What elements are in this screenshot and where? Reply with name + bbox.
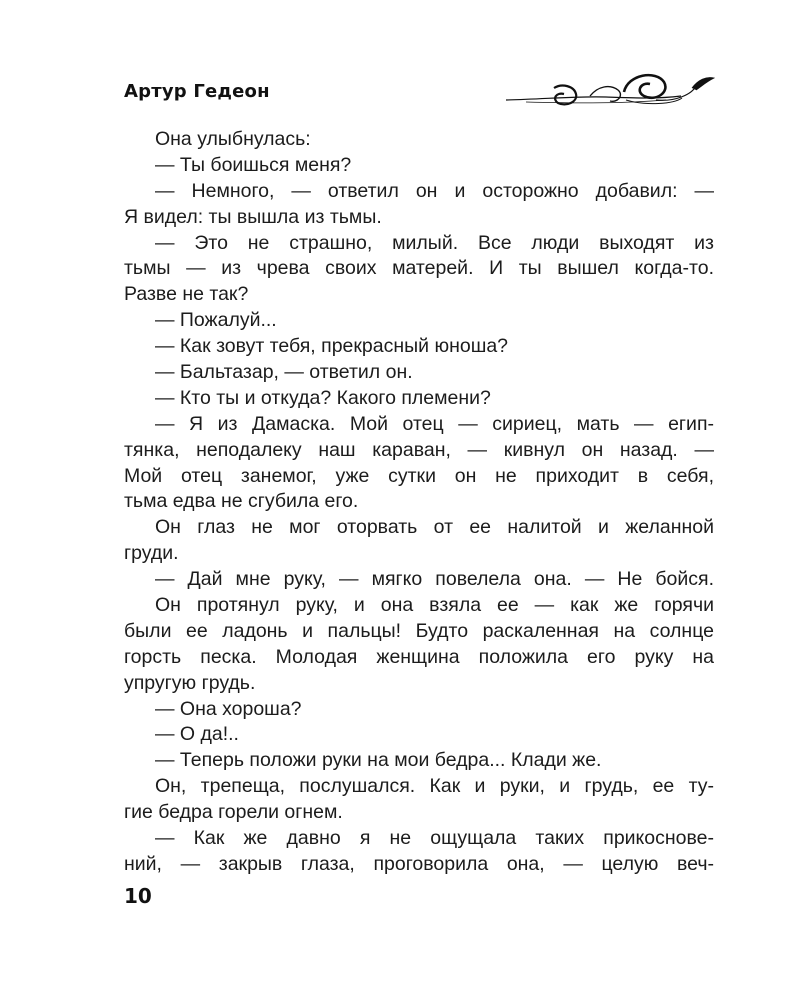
text-line: — О да!..	[155, 723, 239, 746]
text-line: — Бальтазар, — ответил он.	[155, 361, 413, 384]
text-line: груди.	[124, 542, 179, 565]
text-line: — Я из Дамаска. Мой отец — сириец, мать — егип-	[155, 412, 714, 435]
text-line: тянка, неподалеку наш караван, — кивнул он назад. —	[124, 438, 714, 461]
text-line: — Она хороша?	[155, 697, 302, 720]
text-line: были ее ладонь и пальцы! Будто раскаленная на солнце	[124, 619, 714, 642]
text-line: Разве не так?	[124, 283, 249, 306]
text-line: — Ты боишься меня?	[155, 153, 352, 176]
text-line: гие бедра горели огнем.	[124, 801, 343, 824]
text-line: Мой отец занемог, уже сутки он не приходит в себя,	[124, 464, 714, 487]
text-line: — Дай мне руку, — мягко повелела она. — Не бойся.	[155, 568, 714, 591]
text-line: — Кто ты и откуда? Какого племени?	[155, 386, 491, 409]
text-line: — Как же давно я не ощущала таких прикоснове-	[155, 827, 714, 850]
text-line: — Теперь положи руки на мои бедра... Клади же.	[155, 749, 602, 772]
text-line: тьмы — из чрева своих матерей. И ты вышел когда-то.	[124, 257, 714, 280]
text-line: Он глаз не мог оторвать от ее налитой и желанной	[155, 516, 714, 539]
page-number: 10	[124, 884, 152, 908]
text-line: упругую грудь.	[124, 671, 256, 694]
text-line: Я видел: ты вышла из тьмы.	[124, 205, 382, 228]
text-line: Он протянул руку, и она взяла ее — как же горячи	[155, 594, 714, 617]
text-line: — Пожалуй...	[155, 309, 277, 332]
text-line: Он, трепеща, послушался. Как и руки, и грудь, ее ту-	[155, 775, 714, 798]
author-name: Артур Гедеон	[124, 81, 270, 102]
flourish-ornament-icon	[506, 66, 718, 110]
text-line: Она улыбнулась:	[155, 128, 311, 150]
body-text	[124, 127, 714, 878]
text-line: тьма едва не сгубила его.	[124, 490, 359, 513]
running-header	[124, 80, 724, 110]
text-line: — Немного, — ответил он и осторожно добавил: —	[155, 179, 714, 202]
text-line: горсть песка. Молодая женщина положила его руку на	[124, 645, 714, 668]
text-line: ний, — закрыв глаза, проговорила она, — целую веч-	[124, 852, 714, 875]
text-line: — Это не страшно, милый. Все люди выходят из	[155, 231, 714, 254]
text-line: — Как зовут тебя, прекрасный юноша?	[155, 335, 509, 358]
